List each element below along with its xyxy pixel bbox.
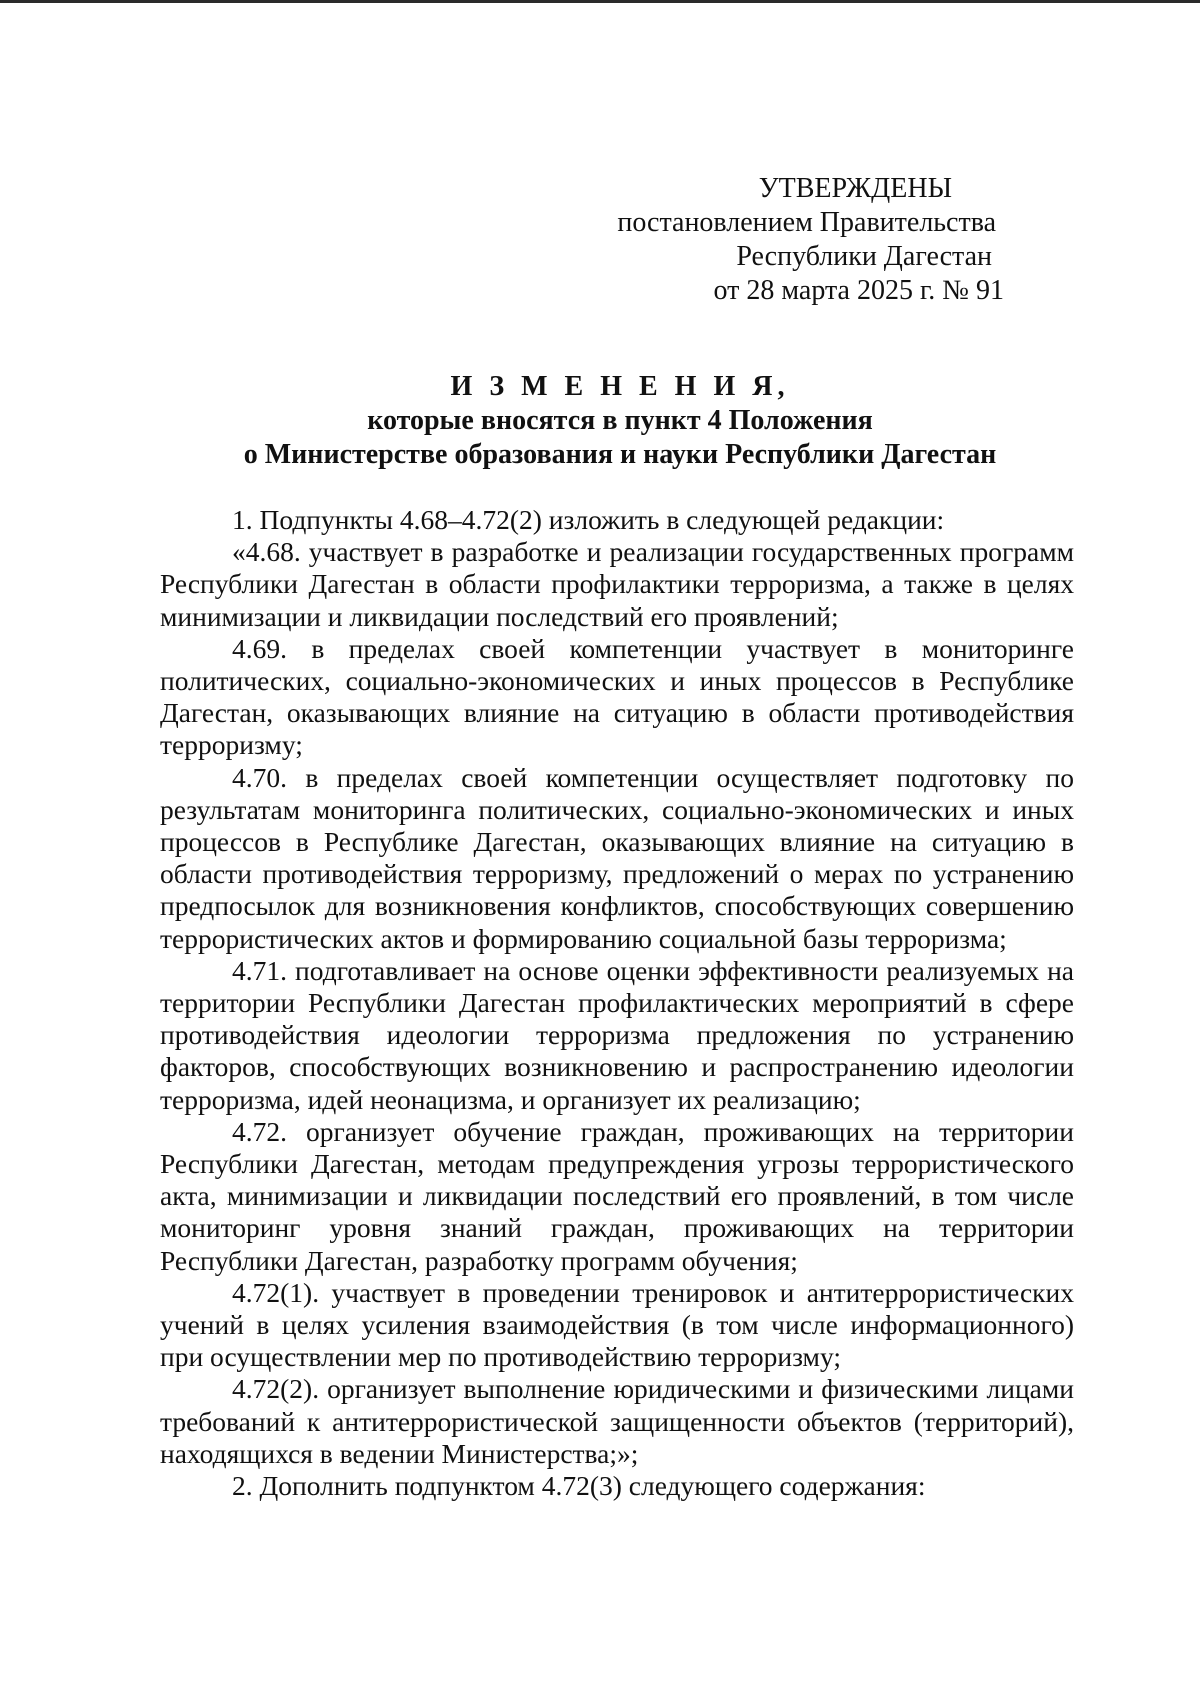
- paragraph-4-68: «4.68. участвует в разработке и реализации государственных программ Республики Дагестан в области профилактики терроризма, а также в целях минимизации и ликвидации последствий его проявлений;: [160, 536, 1074, 632]
- scan-top-edge: [0, 0, 1200, 3]
- paragraph-4-72-2: 4.72(2). организует выполнение юридическими и физическими лицами требований к антитеррористической защищенности объектов (территорий), находящихся в ведении Министерства;»;: [160, 1373, 1074, 1469]
- paragraph-4-72: 4.72. организует обучение граждан, проживающих на территории Республики Дагестан, методам предупреждения угрозы террористического акта, минимизации и ликвидации последствий его проявлений, в том числе мониторинг уровня знаний граждан, проживающих на территории Республики Дагестан, разработку программ обучения;: [160, 1115, 1074, 1276]
- heading-title: И З М Е Н Е Н И Я,: [450, 371, 790, 402]
- paragraph-2: 2. Дополнить подпунктом 4.72(3) следующего содержания:: [232, 1470, 926, 1502]
- paragraph-4-72-1: 4.72(1). участвует в проведении тренировок и антитеррористических учений в целях усиления взаимодействия (в том числе информационного) при осуществлении мер по противодействию терроризму;: [160, 1276, 1074, 1373]
- approval-stamp-block: [584, 172, 1004, 308]
- approval-republic: Республики Дагестан: [736, 241, 992, 272]
- paragraph-4-71: 4.71. подготавливает на основе оценки эффективности реализуемых на территории Республики Дагестан профилактических мероприятий в сфере противодействия идеологии терроризма предложения по устранению факторов, способствующих возникновению и распространению идеологии терроризма, идей неонацизма, и организует их реализацию;: [160, 954, 1074, 1115]
- approval-resolution: постановлением Правительства: [617, 207, 996, 238]
- heading-subtitle-1: которые вносятся в пункт 4 Положения: [367, 405, 873, 436]
- approval-title: УТВЕРЖДЕНЫ: [758, 173, 952, 204]
- approval-date-number: от 28 марта 2025 г. № 91: [713, 275, 1004, 306]
- paragraph-4-69: 4.69. в пределах своей компетенции участвует в мониторинге политических, социально-экономических и иных процессов в Республике Дагестан, оказывающих влияние на ситуацию в области противодействия терроризму;: [160, 632, 1074, 761]
- paragraph-4-70: 4.70. в пределах своей компетенции осуществляет подготовку по результатам мониторинга политических, социально-экономических и иных процессов в Республике Дагестан, оказывающих влияние на ситуацию в области противодействия терроризму, предложений о мерах по устранению предпосылок для возникновения конфликтов, способствующих совершению террористических актов и формированию социальной базы терроризма;: [160, 761, 1074, 954]
- document-body: [160, 504, 1074, 1502]
- paragraph-1: 1. Подпункты 4.68–4.72(2) изложить в следующей редакции:: [232, 504, 945, 535]
- heading-subtitle-2: о Министерстве образования и науки Республики Дагестан: [243, 439, 997, 470]
- document-heading: [160, 370, 1080, 472]
